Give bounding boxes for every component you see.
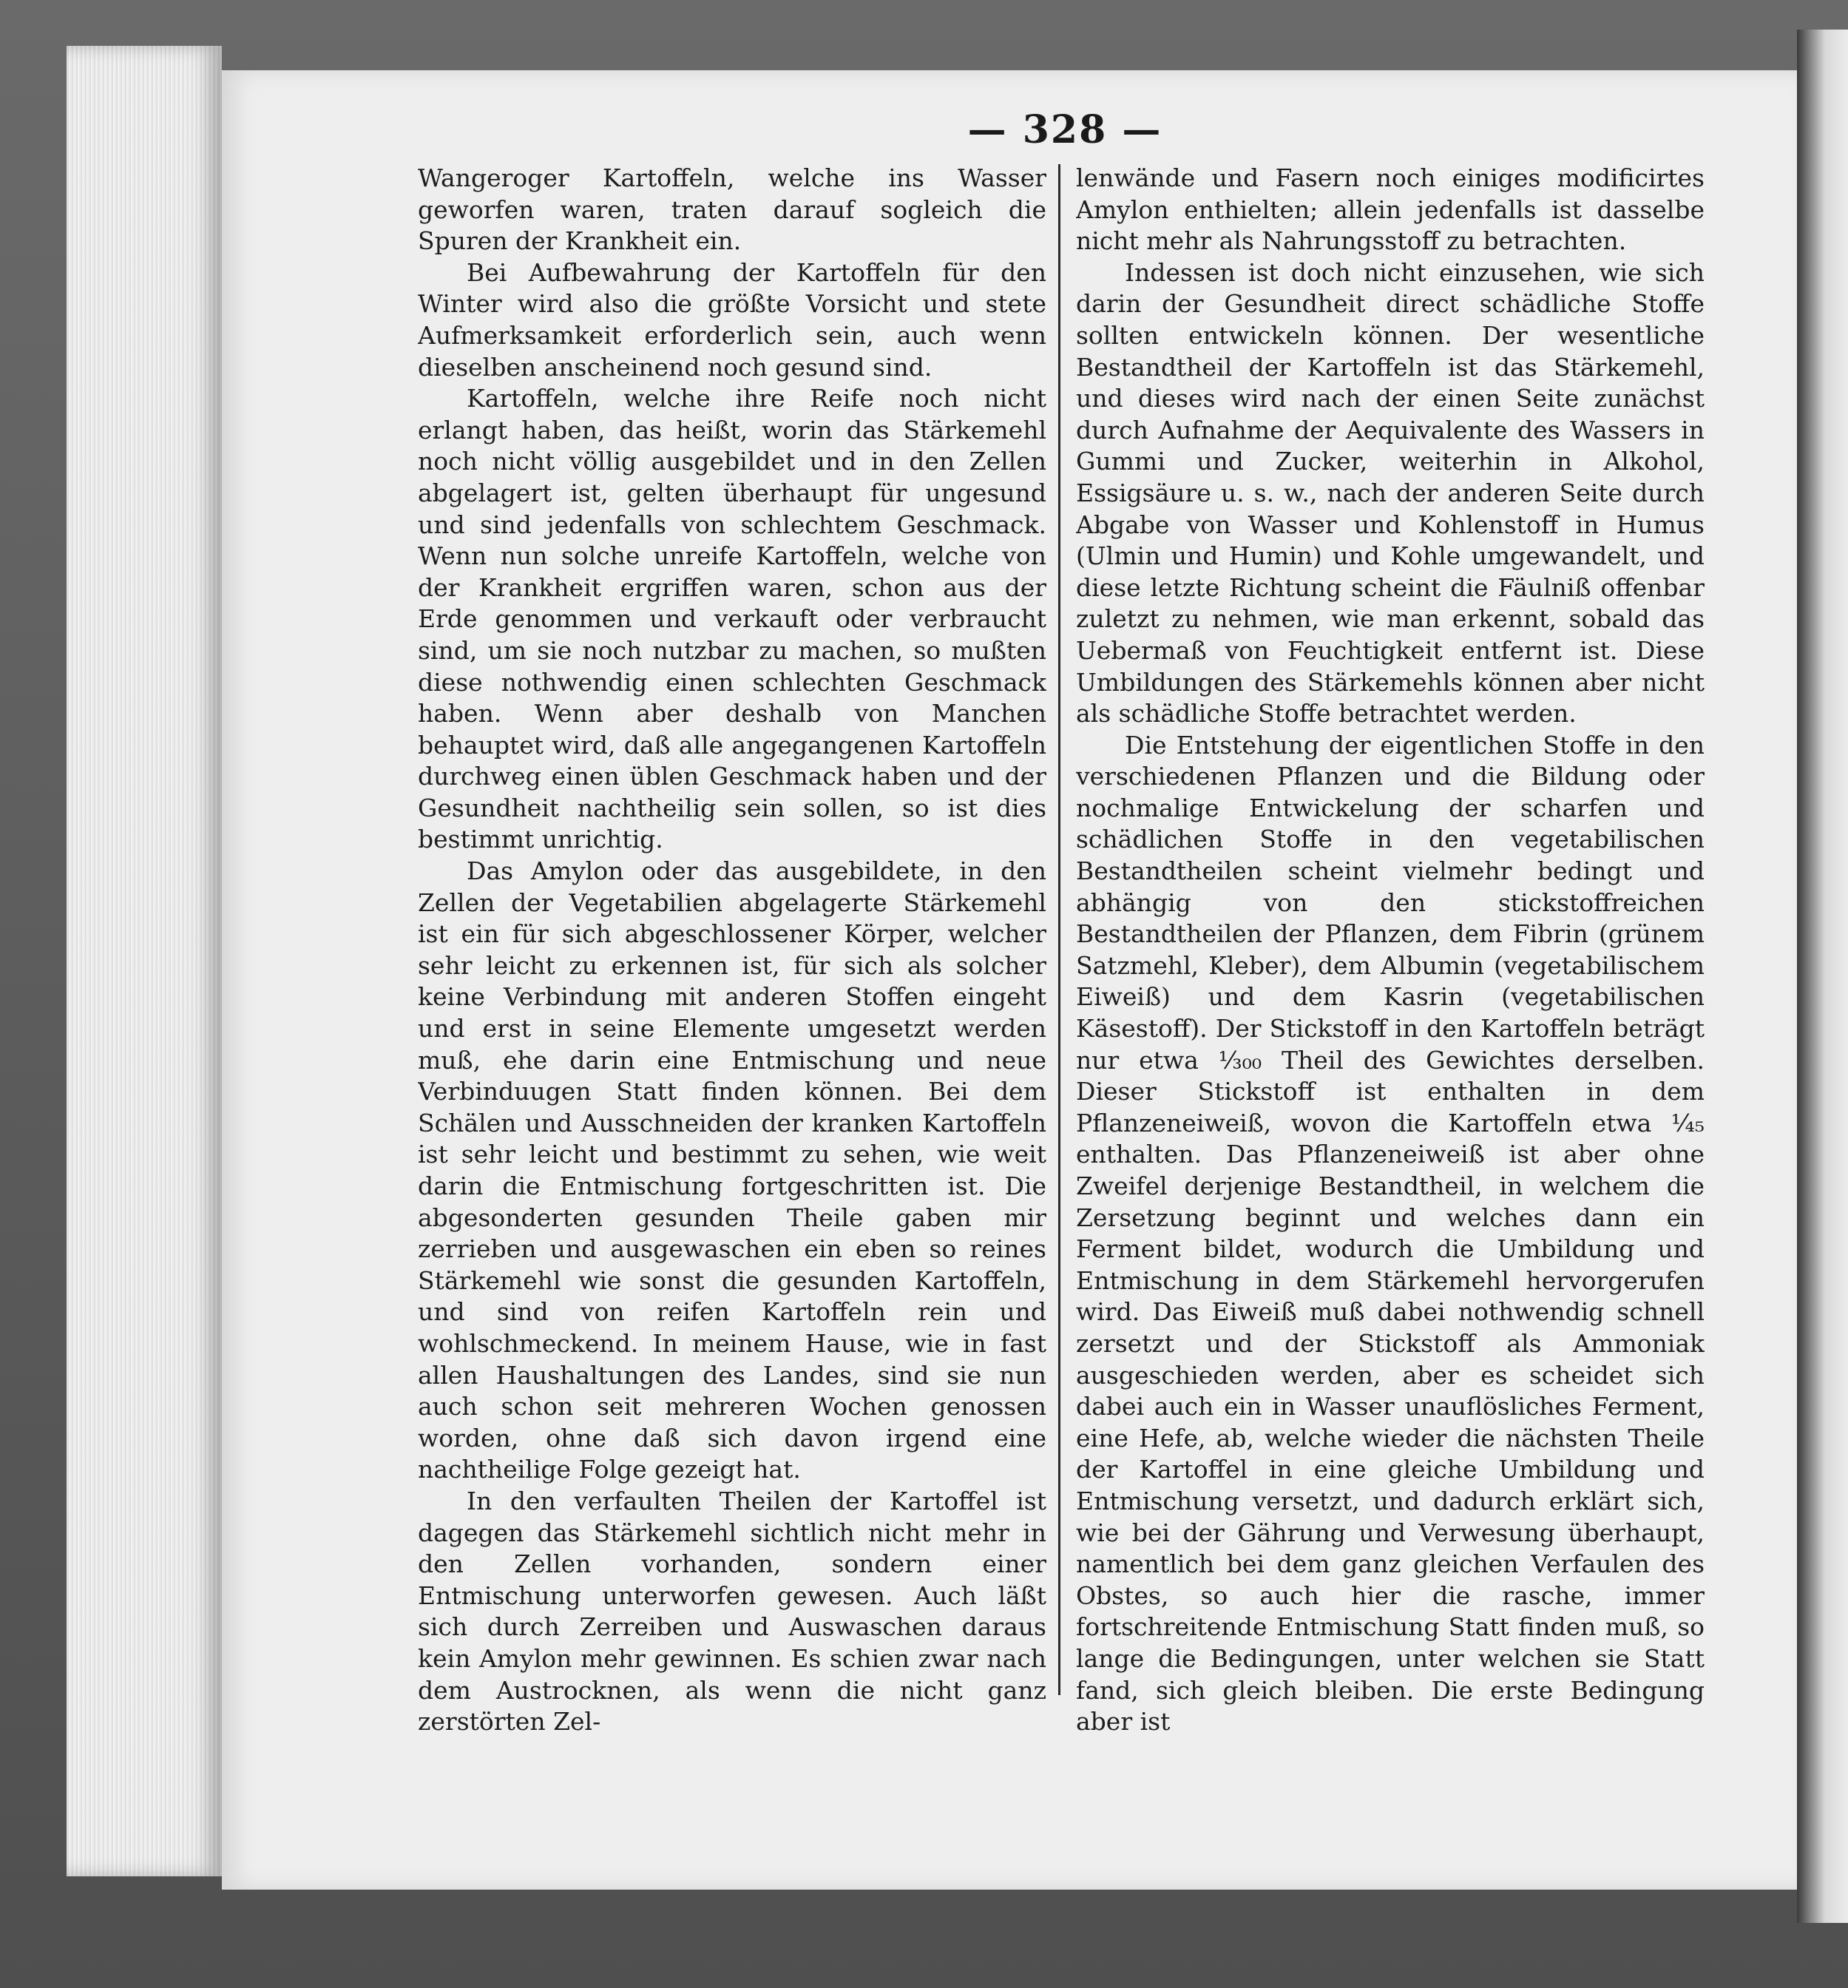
page-stack-edge bbox=[67, 46, 222, 1876]
paragraph: Kartoffeln, welche ihre Reife noch nicht erlangt haben, das heißt, worin das Stärkemehl noch nicht völlig ausgebildet und in den Zellen abgelagert ist, gelten überhaupt für ungesund und sind jedenfalls von schlechtem Geschmack. Wenn nun solche unreife Kartoffeln, welche von der Krankheit ergriffen waren, schon aus der Erde genommen und verkauft oder verbraucht sind, um sie noch nutzbar zu machen, so mußten diese nothwendig einen schlechten Geschmack haben. Wenn aber deshalb von Manchen behauptet wird, daß alle angegangenen Kartoffeln durchweg einen üblen Geschmack haben und der Gesundheit nachtheilig sein sollen, so ist dies bestimmt unrichtig. bbox=[418, 384, 1046, 854]
column-divider bbox=[1058, 164, 1060, 1695]
paragraph: lenwände und Fasern noch einiges modificirtes Amylon enthielten; allein jedenfalls ist dasselbe nicht mehr als Nahrungsstoff zu betrachten. bbox=[1076, 163, 1705, 256]
paragraph: In den verfaulten Theilen der Kartoffel ist dagegen das Stärkemehl sichtlich nicht mehr in den Zellen vorhanden, sondern einer Entmischung unterworfen gewesen. Auch läßt sich durch Zerreiben und Auswaschen daraus kein Amylon mehr gewinnen. Es schien zwar nach dem Austrocknen, als wenn die nicht ganz zerstörten Zel- bbox=[418, 1486, 1046, 1737]
paragraph: Bei Aufbewahrung der Kartoffeln für den Winter wird also die größte Vorsicht und stete Aufmerksamkeit erforderlich sein, auch wenn dieselben anscheinend noch gesund sind. bbox=[418, 257, 1046, 382]
paragraph: Wangeroger Kartoffeln, welche ins Wasser geworfen waren, traten darauf sogleich die Spuren der Krankheit ein. bbox=[418, 163, 1046, 256]
paragraph: Indessen ist doch nicht einzusehen, wie sich darin der Gesundheit direct schädliche Stoffe sollten entwickeln können. Der wesentliche Bestandtheil der Kartoffeln ist das Stärkemehl, und dieses wird nach der einen Seite zunächst durch Aufnahme der Aequivalente des Wassers in Gummi und Zucker, weiterhin in Alkohol, Essigsäure u. s. w., nach der anderen Seite durch Abgabe von Wasser und Kohlenstoff in Humus (Ulmin und Humin) und Kohle umgewandelt, und diese letzte Richtung scheint die Fäulniß offenbar zuletzt zu nehmen, wie man erkennt, sobald das Uebermaß von Feuchtigkeit entfernt ist. Diese Umbildungen des Stärkemehls können aber nicht als schädliche Stoffe betrachtet werden. bbox=[1076, 257, 1705, 728]
facing-page-edge bbox=[1797, 30, 1848, 1923]
page-number: — 328 — bbox=[967, 107, 1162, 152]
right-column bbox=[1076, 163, 1705, 1745]
paragraph: Die Entstehung der eigentlichen Stoffe in den verschiedenen Pflanzen und die Bildung oder nochmalige Entwickelung der scharfen und schädlichen Stoffe in den vegetabilischen Bestandtheilen scheint vielmehr bedingt und abhängig von den stickstoffreichen Bestandtheilen der Pflanzen, dem Fibrin (grünem Satzmehl, Kleber), dem Albumin (vegetabilischem Eiweiß) und dem Kasrin (vegetabilischen Käsestoff). Der Stickstoff in den Kartoffeln beträgt nur etwa ¹⁄₃₀₀ Theil des Gewichtes derselben. Dieser Stickstoff ist enthalten in dem Pflanzeneiweiß, wovon die Kartoffeln etwa ¹⁄₄₅ enthalten. Das Pflanzeneiweiß ist aber ohne Zweifel derjenige Bestandtheil, in welchem die Zersetzung beginnt und welches dann ein Ferment bildet, wodurch die Umbildung und Entmischung in dem Stärkemehl hervorgerufen wird. Das Eiweiß muß dabei nothwendig schnell zersetzt und der Stickstoff als Ammoniak ausgeschieden werden, aber es scheidet sich dabei auch ein in Wasser unauflösliches Ferment, eine Hefe, ab, welche wieder die nächsten Theile der Kartoffel in eine gleiche Umbildung und Entmischung versetzt, und dadurch erklärt sich, wie bei der Gährung und Verwesung überhaupt, namentlich bei dem ganz gleichen Verfaulen des Obstes, so auch hier die rasche, immer fortschreitende Entmischung Statt finden muß, so lange die Bedingungen, unter welchen sie Statt fand, sich gleich bleiben. Die erste Bedingung aber ist bbox=[1076, 730, 1705, 1737]
left-column bbox=[418, 163, 1046, 1745]
paragraph: Das Amylon oder das ausgebildete, in den Zellen der Vegetabilien abgelagerte Stärkemehl ist ein für sich abgeschlossener Körper, welcher sehr leicht zu erkennen ist, für sich als solcher keine Verbindung mit anderen Stoffen eingeht und erst in seine Elemente umgesetzt werden muß, ehe darin eine Entmischung und neue Verbinduugen Statt finden können. Bei dem Schälen und Ausschneiden der kranken Kartoffeln ist sehr leicht und bestimmt zu sehen, wie weit darin die Entmischung fortgeschritten ist. Die abgesonderten gesunden Theile gaben mir zerrieben und ausgewaschen ein eben so reines Stärkemehl wie sonst die gesunden Kartoffeln, und sind von reifen Kartoffeln rein und wohlschmeckend. In meinem Hause, wie in fast allen Haushaltungen des Landes, sind sie nun auch schon seit mehreren Wochen genossen worden, ohne daß sich davon irgend eine nachtheilige Folge gezeigt hat. bbox=[418, 856, 1046, 1484]
